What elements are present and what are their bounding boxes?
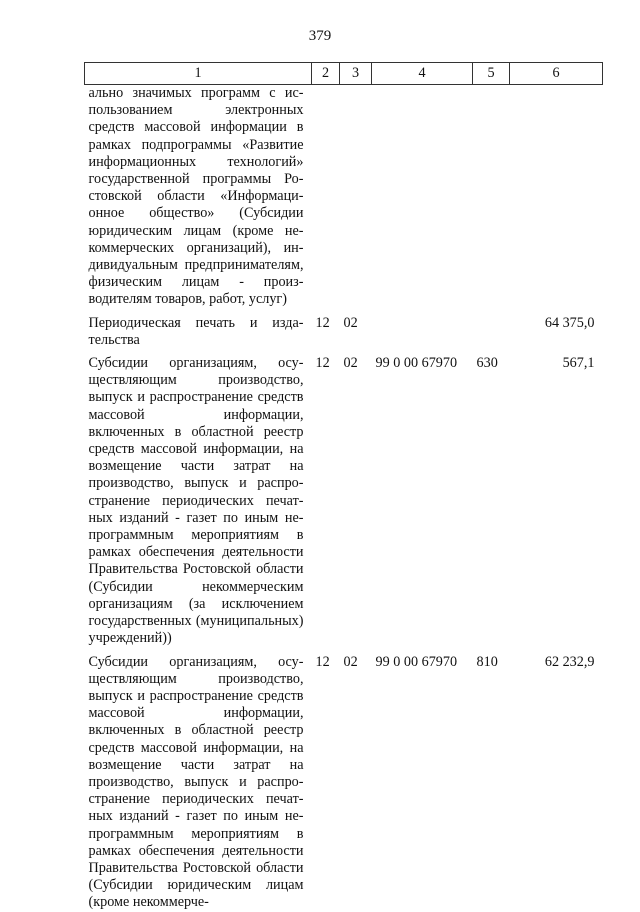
row-target: 99 0 00 67970 bbox=[375, 653, 458, 670]
row-section: 12 bbox=[315, 314, 330, 331]
column-header-1: 1 bbox=[85, 63, 312, 85]
table-body bbox=[85, 85, 603, 912]
row-target bbox=[372, 85, 473, 309]
row-subsection: 02 bbox=[343, 653, 358, 670]
table-row bbox=[85, 349, 603, 647]
row-description: ально значимых программ с использованием электронных средств массовой информации в рамках подпрограммы «Развитие информационных технологий» государственной программы Ростовской области «Информационное общество» (Субсидии юридическим лицам (кроме некоммерческих организаций), индивидуальным предпринимателям, физическим лицам - производителям товаров, работ, услуг) bbox=[88, 85, 304, 308]
column-header-3: 3 bbox=[340, 63, 372, 85]
row-description: Периодическая печать и издательства bbox=[88, 314, 304, 348]
row-amount: 567,1 bbox=[562, 355, 595, 372]
row-amount: 62 232,9 bbox=[544, 653, 595, 670]
row-amount: 64 375,0 bbox=[544, 314, 595, 331]
budget-table bbox=[84, 62, 603, 912]
column-header-5: 5 bbox=[473, 63, 510, 85]
row-description: Субсидии организациям, осуществляющим производство, выпуск и распространение средств массовой информации, включенных в областной реестр средств массовой информации, на возмещение части затрат на производство, выпуск и распространение периодических печатных изданий - газет по иным непрограммным мероприятиям в рамках обеспечения деятельности Правительства Ростовской области (Субсидии юридическим лицам (кроме некоммерче- bbox=[88, 653, 304, 911]
table-row bbox=[85, 648, 603, 912]
column-header-4: 4 bbox=[372, 63, 473, 85]
row-description: Субсидии организациям, осуществляющим производство, выпуск и распространение средств массовой информации, включенных в областной реестр средств массовой информации, на возмещение части затрат на производство, выпуск и распространение периодических печатных изданий - газет по иным непрограммным мероприятиям в рамках обеспечения деятельности Правительства Ростовской области (Субсидии некоммерческим организациям (за исключением государственных (муниципальных) учреждений)) bbox=[88, 355, 304, 647]
row-target: 99 0 00 67970 bbox=[375, 355, 458, 372]
table-row bbox=[85, 309, 603, 349]
row-expense-type: 630 bbox=[476, 355, 498, 372]
row-target bbox=[372, 309, 473, 349]
row-subsection: 02 bbox=[343, 314, 358, 331]
row-expense-type bbox=[473, 309, 510, 349]
column-header-2: 2 bbox=[312, 63, 340, 85]
table-row bbox=[85, 85, 603, 309]
page-number: 379 bbox=[308, 28, 332, 44]
row-subsection bbox=[340, 85, 372, 309]
row-expense-type bbox=[473, 85, 510, 309]
row-expense-type: 810 bbox=[476, 653, 498, 670]
table-header bbox=[85, 63, 603, 85]
row-section bbox=[312, 85, 340, 309]
row-subsection: 02 bbox=[343, 355, 358, 372]
column-header-6: 6 bbox=[510, 63, 603, 85]
header-row bbox=[85, 63, 603, 85]
row-section: 12 bbox=[315, 355, 330, 372]
row-section: 12 bbox=[315, 653, 330, 670]
row-amount bbox=[510, 85, 603, 309]
